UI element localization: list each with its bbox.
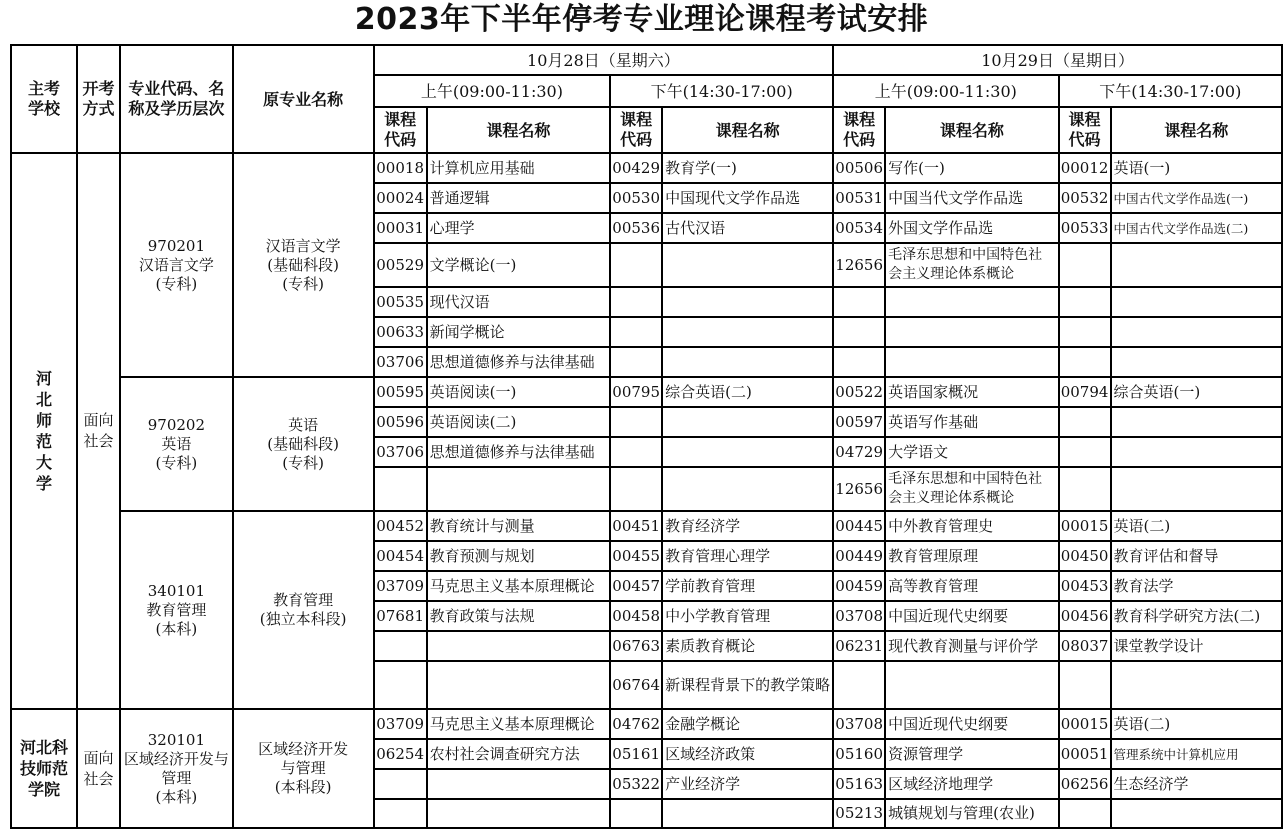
course-code: 04762 [610,709,662,739]
course-code [1059,661,1111,709]
course-name: 马克思主义基本原理概论 [427,709,611,739]
course-name: 思想道德修养与法律基础 [427,347,611,377]
course-code [374,769,427,799]
course-code [833,347,885,377]
course-code: 03709 [374,571,427,601]
course-code: 00015 [1059,709,1111,739]
course-name [1111,287,1282,317]
course-name: 毛泽东思想和中国特色社会主义理论体系概论 [885,467,1058,511]
table-row [11,377,1282,407]
course-name [1111,317,1282,347]
course-name: 英语国家概况 [885,377,1058,407]
course-name [427,769,611,799]
header-day1-pm: 下午(14:30-17:00) [610,75,833,107]
page-title: 2023年下半年停考专业理论课程考试安排 [354,2,929,37]
course-code: 00451 [610,511,662,541]
course-code: 00794 [1059,377,1111,407]
course-code [610,347,662,377]
course-name: 教育预测与规划 [427,541,611,571]
header-day2: 10月29日（星期日） [833,45,1282,75]
course-code: 00597 [833,407,885,437]
course-name: 教育政策与法规 [427,601,611,631]
course-name [662,437,833,467]
course-code [610,467,662,511]
course-name: 教育统计与测量 [427,511,611,541]
original-major-line: 英语 [288,415,319,434]
course-code: 00596 [374,407,427,437]
course-code [833,317,885,347]
course-name: 新闻学概论 [427,317,611,347]
header-code: 课程代码 [833,107,885,153]
major-info [120,153,232,377]
course-code: 05161 [610,739,662,769]
course-code: 06763 [610,631,662,661]
course-name: 教育法学 [1111,571,1282,601]
major-major-name: 英语 [161,434,192,453]
course-code: 00454 [374,541,427,571]
course-name: 区域经济地理学 [885,769,1058,799]
course-code [1059,467,1111,511]
course-name [885,317,1058,347]
major-info [120,377,232,511]
original-major-line: (本科段) [274,778,332,796]
course-name: 区域经济政策 [662,739,833,769]
course-code [374,799,427,828]
course-name: 学前教育管理 [662,571,833,601]
course-name: 马克思主义基本原理概论 [427,571,611,601]
course-code: 00449 [833,541,885,571]
course-name [662,467,833,511]
course-code: 00455 [610,541,662,571]
header-day2-am: 上午(09:00-11:30) [833,75,1058,107]
course-name: 中国古代文学作品选(二) [1111,213,1282,243]
course-code: 00595 [374,377,427,407]
course-code: 00506 [833,153,885,183]
course-name: 中国现代文学作品选 [662,183,833,213]
course-name: 古代汉语 [662,213,833,243]
course-code [1059,799,1111,828]
course-code: 08037 [1059,631,1111,661]
course-name: 英语阅读(二) [427,407,611,437]
course-name [662,287,833,317]
course-name [1111,243,1282,287]
course-code: 06231 [833,631,885,661]
original-major [233,511,374,709]
original-major-line: (基础科段) [267,434,339,453]
major-major-level: (专科) [155,453,198,472]
course-name: 英语(二) [1111,709,1282,739]
course-code: 03708 [833,709,885,739]
exam-mode: 面向社会 [77,709,120,828]
course-code: 00535 [374,287,427,317]
course-name [427,467,611,511]
course-code: 03706 [374,437,427,467]
original-major-line: 与管理 [280,759,326,777]
course-name: 现代汉语 [427,287,611,317]
school-name: 河北师范大学 [11,153,77,709]
course-name [427,661,611,709]
header-code: 课程代码 [1059,107,1111,153]
course-code: 03708 [833,601,885,631]
course-name: 高等教育管理 [885,571,1058,601]
course-code: 00015 [1059,511,1111,541]
original-major [233,709,374,828]
course-name [1111,437,1282,467]
course-code [833,287,885,317]
course-code: 00536 [610,213,662,243]
exam-mode: 面向社会 [77,153,120,709]
course-name: 英语写作基础 [885,407,1058,437]
course-name [662,799,833,828]
course-code [374,631,427,661]
course-name: 素质教育概论 [662,631,833,661]
course-name: 新课程背景下的教学策略 [662,661,833,709]
original-major-line: (基础科段) [267,255,339,274]
original-major-line: (独立本科段) [259,610,347,628]
course-name: 毛泽东思想和中国特色社会主义理论体系概论 [885,243,1058,287]
course-code: 00051 [1059,739,1111,769]
course-name: 中国古代文学作品选(一) [1111,183,1282,213]
course-name: 中国近现代史纲要 [885,601,1058,631]
course-code [1059,347,1111,377]
course-name: 农村社会调查研究方法 [427,739,611,769]
header-course-name: 课程名称 [662,107,833,153]
course-name [427,631,611,661]
major-major-name: 教育管理 [146,600,207,619]
course-code: 00458 [610,601,662,631]
course-name: 综合英语(二) [662,377,833,407]
original-major [233,377,374,511]
course-code: 05213 [833,799,885,828]
course-name [1111,347,1282,377]
course-code: 00522 [833,377,885,407]
header-day1-am: 上午(09:00-11:30) [374,75,611,107]
course-name: 中外教育管理史 [885,511,1058,541]
course-code: 03706 [374,347,427,377]
original-major-line: 汉语言文学 [265,236,341,255]
course-name [885,347,1058,377]
course-code: 00534 [833,213,885,243]
course-code: 00457 [610,571,662,601]
original-major [233,153,374,377]
course-code: 00031 [374,213,427,243]
course-name [427,799,611,828]
original-major-line: (专科) [282,453,324,472]
course-name: 现代教育测量与评价学 [885,631,1058,661]
course-code [610,287,662,317]
header-code: 课程代码 [610,107,662,153]
major-major-code: 970202 [147,415,205,434]
course-name: 普通逻辑 [427,183,611,213]
course-code: 00529 [374,243,427,287]
header-orig-major: 原专业名称 [233,45,374,153]
header-school: 主考学校 [11,45,77,153]
course-name: 外国文学作品选 [885,213,1058,243]
original-major-line: (专科) [282,274,324,293]
course-code: 00445 [833,511,885,541]
course-name: 英语(一) [1111,153,1282,183]
course-code: 06764 [610,661,662,709]
course-name: 心理学 [427,213,611,243]
course-code: 00452 [374,511,427,541]
original-major-line: 教育管理 [273,591,334,609]
course-code: 00429 [610,153,662,183]
course-code: 12656 [833,467,885,511]
course-name: 管理系统中计算机应用 [1111,739,1282,769]
table-row [11,511,1282,541]
course-name: 大学语文 [885,437,1058,467]
course-code: 00024 [374,183,427,213]
course-name: 思想道德修养与法律基础 [427,437,611,467]
header-code: 课程代码 [374,107,427,153]
course-code: 00530 [610,183,662,213]
course-code [1059,243,1111,287]
header-course-name: 课程名称 [427,107,611,153]
course-code: 00532 [1059,183,1111,213]
course-code [1059,287,1111,317]
course-name [885,287,1058,317]
course-code: 03709 [374,709,427,739]
header-course-name: 课程名称 [1111,107,1282,153]
course-name [662,407,833,437]
course-name: 教育评估和督导 [1111,541,1282,571]
course-code: 00018 [374,153,427,183]
course-name [662,317,833,347]
course-code: 07681 [374,601,427,631]
course-name: 产业经济学 [662,769,833,799]
course-name: 中小学教育管理 [662,601,833,631]
course-code: 00531 [833,183,885,213]
course-name: 写作(一) [885,153,1058,183]
course-code [374,661,427,709]
table-body [11,153,1282,828]
major-info [120,709,232,828]
course-name: 资源管理学 [885,739,1058,769]
course-code [1059,317,1111,347]
course-name: 英语阅读(一) [427,377,611,407]
major-major-name: 汉语言文学 [138,255,214,274]
course-code: 00453 [1059,571,1111,601]
major-major-code: 970201 [147,236,205,255]
course-code [1059,407,1111,437]
major-major-code: 340101 [147,581,205,600]
original-major-line: 区域经济开发 [258,740,349,758]
header-day1: 10月28日（星期六） [374,45,834,75]
course-name: 综合英语(一) [1111,377,1282,407]
major-major-level: (专科) [155,274,198,293]
course-code: 06256 [1059,769,1111,799]
course-name: 教育学(一) [662,153,833,183]
course-name: 计算机应用基础 [427,153,611,183]
course-code: 00633 [374,317,427,347]
course-name: 教育经济学 [662,511,833,541]
course-name: 中国近现代史纲要 [885,709,1058,739]
table-row [11,153,1282,183]
course-code [1059,437,1111,467]
course-name: 城镇规划与管理(农业) [885,799,1058,828]
course-code: 06254 [374,739,427,769]
course-name: 中国当代文学作品选 [885,183,1058,213]
header-course-name: 课程名称 [885,107,1058,153]
course-name: 英语(二) [1111,511,1282,541]
course-code: 05163 [833,769,885,799]
course-code: 00012 [1059,153,1111,183]
major-info [120,511,232,709]
major-major-level: (本科) [155,787,198,806]
course-name [662,243,833,287]
course-name [1111,407,1282,437]
course-name [662,347,833,377]
course-code: 00459 [833,571,885,601]
course-code: 00450 [1059,541,1111,571]
major-major-level: (本科) [155,619,198,638]
course-name [1111,799,1282,828]
course-name [885,661,1058,709]
course-name [1111,661,1282,709]
course-code [610,437,662,467]
course-name: 教育管理心理学 [662,541,833,571]
course-name: 教育科学研究方法(二) [1111,601,1282,631]
course-code [610,243,662,287]
course-name [1111,467,1282,511]
course-code: 00533 [1059,213,1111,243]
header-day2-pm: 下午(14:30-17:00) [1059,75,1282,107]
course-code: 12656 [833,243,885,287]
course-code [610,317,662,347]
course-code: 00795 [610,377,662,407]
table-row [11,709,1282,739]
major-major-code: 320101 [147,730,205,749]
course-code: 05160 [833,739,885,769]
exam-schedule-table [10,44,1283,829]
course-name: 教育管理原理 [885,541,1058,571]
course-name: 文学概论(一) [427,243,611,287]
course-code [833,661,885,709]
course-name: 金融学概论 [662,709,833,739]
course-code [374,467,427,511]
school-name: 河北科技师范学院 [11,709,77,828]
course-code [610,407,662,437]
course-code: 04729 [833,437,885,467]
course-name: 课堂教学设计 [1111,631,1282,661]
course-code [610,799,662,828]
major-major-name: 区域经济开发与管理 [123,749,229,787]
course-code: 05322 [610,769,662,799]
course-name: 生态经济学 [1111,769,1282,799]
course-code: 00456 [1059,601,1111,631]
header-major: 专业代码、名称及学历层次 [120,45,232,153]
header-mode: 开考方式 [77,45,120,153]
